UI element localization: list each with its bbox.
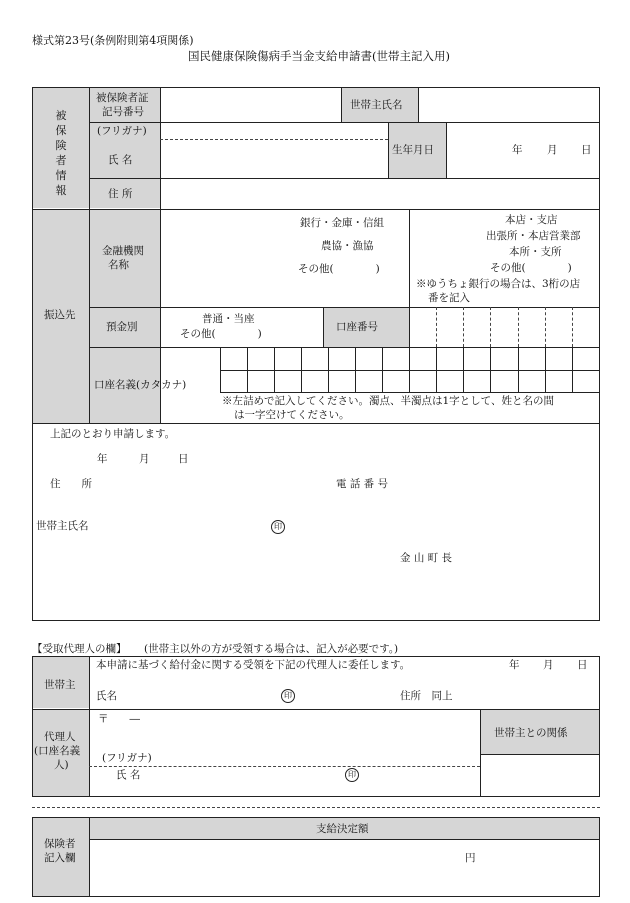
institution-types: 銀行・金庫・信組 — [300, 217, 384, 229]
address-label: 住 所 — [108, 188, 133, 200]
agent-label-2: (口座名義 — [34, 745, 81, 757]
applicant-address-label: 住 所 — [50, 478, 92, 490]
account-number-field[interactable] — [410, 308, 599, 346]
relation-label: 世帯主との関係 — [494, 727, 568, 739]
institution-label-2: 名称 — [108, 259, 129, 271]
form-title: 国民健康保険傷病手当金支給申請書(世帯主記入用) — [188, 49, 450, 63]
applicant-head-name-label: 世帯主氏名 — [36, 520, 89, 532]
deposit-types: 普通・当座 — [202, 313, 255, 325]
household-head-name-label: 世帯主氏名 — [350, 99, 403, 111]
yucho-note: ※ゆうちょ銀行の場合は、3桁の店 — [416, 278, 581, 290]
agent-name-field[interactable] — [150, 767, 340, 795]
postal-mark: 〒 ― — [98, 713, 140, 725]
birth-month-label: 月 — [547, 144, 558, 156]
application-month: 月 — [139, 453, 150, 465]
branch-types-2: 出張所・本店営業部 — [486, 230, 581, 242]
seal-icon: 印 — [271, 520, 285, 534]
name-label: 氏 名 — [108, 154, 133, 166]
institution-types-2: 農協・漁協 — [321, 240, 374, 252]
address-field[interactable] — [161, 179, 599, 208]
agent-label: 代理人 — [44, 731, 76, 743]
account-note: ※左詰めで記入してください。濁点、半濁点は1字として、姓と名の間 — [222, 395, 554, 407]
birthdate-field[interactable] — [447, 123, 599, 177]
applicant-phone-label: 電 話 番 号 — [336, 478, 389, 490]
deposit-type-label: 預金別 — [106, 321, 138, 333]
name-field[interactable] — [161, 140, 387, 177]
seal-icon: 印 — [281, 689, 295, 703]
birth-day-label: 日 — [581, 144, 592, 156]
proxy-head-label: 世帯主 — [44, 679, 76, 691]
agent-furigana-label: (フリガナ) — [102, 752, 152, 764]
insured-section-label: 被保険者情報 — [55, 109, 67, 197]
proxy-section-title: 【受取代理人の欄】 — [32, 643, 127, 655]
application-statement: 上記のとおり申請します。 — [50, 428, 176, 440]
bank-section-label: 振込先 — [44, 309, 76, 321]
amount-field[interactable] — [90, 840, 599, 896]
application-day: 日 — [178, 453, 189, 465]
amount-label: 支給決定額 — [316, 823, 369, 835]
branch-other: その他( ) — [490, 262, 572, 274]
delegation-year: 年 — [509, 659, 520, 671]
furigana-field[interactable] — [161, 123, 387, 139]
agent-label-3: 人) — [54, 759, 69, 771]
branch-types: 本店・支店 — [505, 214, 558, 226]
agent-address-field[interactable] — [90, 725, 479, 751]
institution-other: その他( ) — [298, 263, 380, 275]
agent-name-label: 氏 名 — [116, 769, 141, 781]
delegation-text: 本申請に基づく給付金に関する受領を下記の代理人に委任します。 — [96, 659, 411, 671]
proxy-section-note: (世帯主以外の方が受領する場合は、記入が必要です。) — [144, 643, 399, 655]
account-note-2: は一字空けてください。 — [234, 409, 350, 421]
seal-icon: 印 — [345, 768, 359, 782]
account-number-label: 口座番号 — [336, 321, 378, 333]
deposit-other: その他( ) — [180, 328, 262, 340]
insurer-label: 保険者 — [44, 838, 76, 850]
insurer-label-2: 記入欄 — [44, 852, 76, 864]
account-name-kana-grid[interactable] — [221, 348, 599, 391]
institution-label: 金融機関 — [102, 245, 144, 257]
relation-field[interactable] — [481, 755, 599, 796]
application-year: 年 — [97, 453, 108, 465]
furigana-label: (フリガナ) — [97, 125, 147, 137]
proxy-head-name-label: 氏名 — [96, 690, 117, 702]
branch-types-3: 本所・支所 — [509, 246, 562, 258]
form-number: 様式第23号(条例附則第4項関係) — [32, 34, 194, 47]
birth-year-label: 年 — [512, 144, 523, 156]
insurance-number-label: 被保険者証 — [96, 92, 149, 104]
household-head-name-field[interactable] — [419, 88, 599, 122]
yucho-note-2: 番を記入 — [428, 292, 470, 304]
account-name-label: 口座名義(カタカナ) — [94, 379, 187, 391]
delegation-month: 月 — [543, 659, 554, 671]
mayor-label: 金 山 町 長 — [400, 552, 453, 564]
delegation-day: 日 — [577, 659, 588, 671]
yen-label: 円 — [465, 852, 476, 864]
insurance-number-field[interactable] — [161, 88, 340, 122]
insurance-number-label-2: 記号番号 — [102, 106, 144, 118]
birthdate-label: 生年月日 — [392, 144, 434, 156]
proxy-head-address-label: 住所 同上 — [400, 690, 453, 702]
